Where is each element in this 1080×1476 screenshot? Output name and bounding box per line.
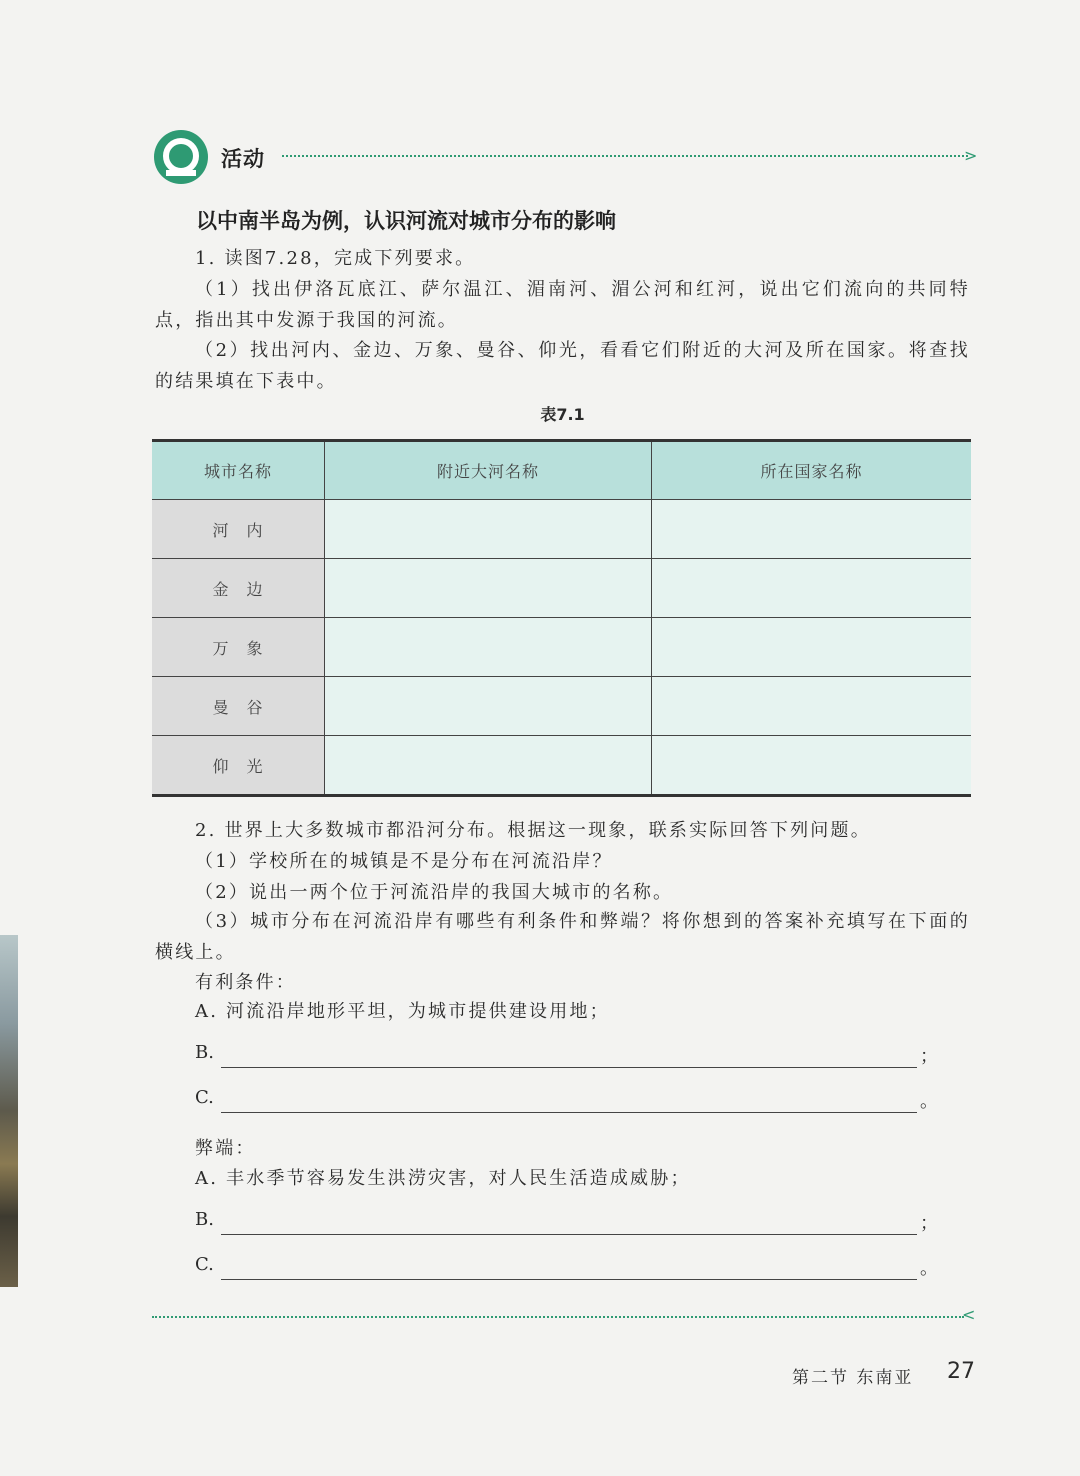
activity-title: 活动 [221, 147, 265, 171]
q1-part2: （2）找出河内、金边、万象、曼谷、仰光，看看它们附近的大河及所在国家。将查找的结果填在下表中。 [155, 340, 970, 392]
advantages-label: 有利条件： [195, 972, 296, 993]
disadvantage-b-row [195, 1209, 970, 1239]
activity-icon [152, 128, 210, 186]
river-answer-cell[interactable] [325, 618, 652, 677]
disadvantage-c-row [195, 1254, 970, 1284]
river-answer-cell[interactable] [325, 736, 652, 796]
advantage-c-row [195, 1087, 970, 1117]
blank-label-c: C. [195, 1087, 214, 1108]
q2-part2: （2）说出一两个位于河流沿岸的我国大城市的名称。 [195, 882, 674, 903]
city-cell: 万象 [152, 618, 325, 677]
disadvantage-a: A. 丰水季节容易发生洪涝灾害，对人民生活造成威胁； [195, 1168, 691, 1189]
table-header-river: 附近大河名称 [325, 441, 652, 500]
table-header-city: 城市名称 [152, 441, 325, 500]
q2-intro: 2. 世界上大多数城市都沿河分布。根据这一现象，联系实际回答下列问题。 [195, 820, 871, 841]
table-row [152, 677, 971, 736]
disadvantage-b-blank[interactable] [221, 1234, 917, 1235]
river-answer-cell[interactable] [325, 500, 652, 559]
q1-intro: 1. 读图7.28，完成下列要求。 [195, 248, 476, 269]
table-row [152, 618, 971, 677]
q2-part1: （1）学校所在的城镇是不是分布在河流沿岸？ [195, 851, 613, 872]
header-divider [282, 155, 968, 157]
city-cell: 仰光 [152, 736, 325, 796]
table-row [152, 500, 971, 559]
chevron-left-icon: < [962, 1305, 976, 1324]
q2-part3: （3）城市分布在河流沿岸有哪些有利条件和弊端？将你想到的答案补充填写在下面的横线上。 [155, 911, 970, 963]
blank-end-mark: ； [920, 1213, 938, 1234]
city-cell: 金边 [152, 559, 325, 618]
country-answer-cell[interactable] [652, 618, 972, 677]
blank-end-mark: 。 [920, 1258, 938, 1279]
advantage-a: A. 河流沿岸地形平坦，为城市提供建设用地； [195, 1001, 610, 1022]
river-answer-cell[interactable] [325, 677, 652, 736]
disadvantages-label: 弊端： [195, 1138, 256, 1159]
country-answer-cell[interactable] [652, 559, 972, 618]
activity-heading: 以中南半岛为例，认识河流对城市分布的影响 [196, 209, 616, 233]
disadvantage-c-blank[interactable] [221, 1279, 917, 1280]
blank-label-b: B. [195, 1042, 214, 1063]
page-number: 27 [947, 1359, 975, 1384]
city-cell: 河内 [152, 500, 325, 559]
advantage-c-blank[interactable] [221, 1112, 917, 1113]
country-answer-cell[interactable] [652, 677, 972, 736]
footer-divider [152, 1316, 964, 1318]
city-river-table [152, 439, 971, 797]
table-row [152, 559, 971, 618]
q1-part1: （1）找出伊洛瓦底江、萨尔温江、湄南河、湄公河和红河，说出它们流向的共同特点，指出其中发源于我国的河流。 [155, 279, 970, 331]
advantage-b-row [195, 1042, 970, 1072]
blank-end-mark: 。 [920, 1091, 938, 1112]
table-caption: 表7.1 [540, 405, 585, 424]
river-answer-cell[interactable] [325, 559, 652, 618]
advantage-b-blank[interactable] [221, 1067, 917, 1068]
country-answer-cell[interactable] [652, 500, 972, 559]
blank-end-mark: ； [920, 1046, 938, 1067]
city-cell: 曼谷 [152, 677, 325, 736]
table-row [152, 736, 971, 796]
chevron-right-icon: > [964, 146, 978, 165]
side-photo-strip [0, 935, 18, 1287]
blank-label-b: B. [195, 1209, 214, 1230]
country-answer-cell[interactable] [652, 736, 972, 796]
section-title: 第二节 东南亚 [792, 1368, 914, 1388]
blank-label-c: C. [195, 1254, 214, 1275]
table-header-country: 所在国家名称 [652, 441, 972, 500]
